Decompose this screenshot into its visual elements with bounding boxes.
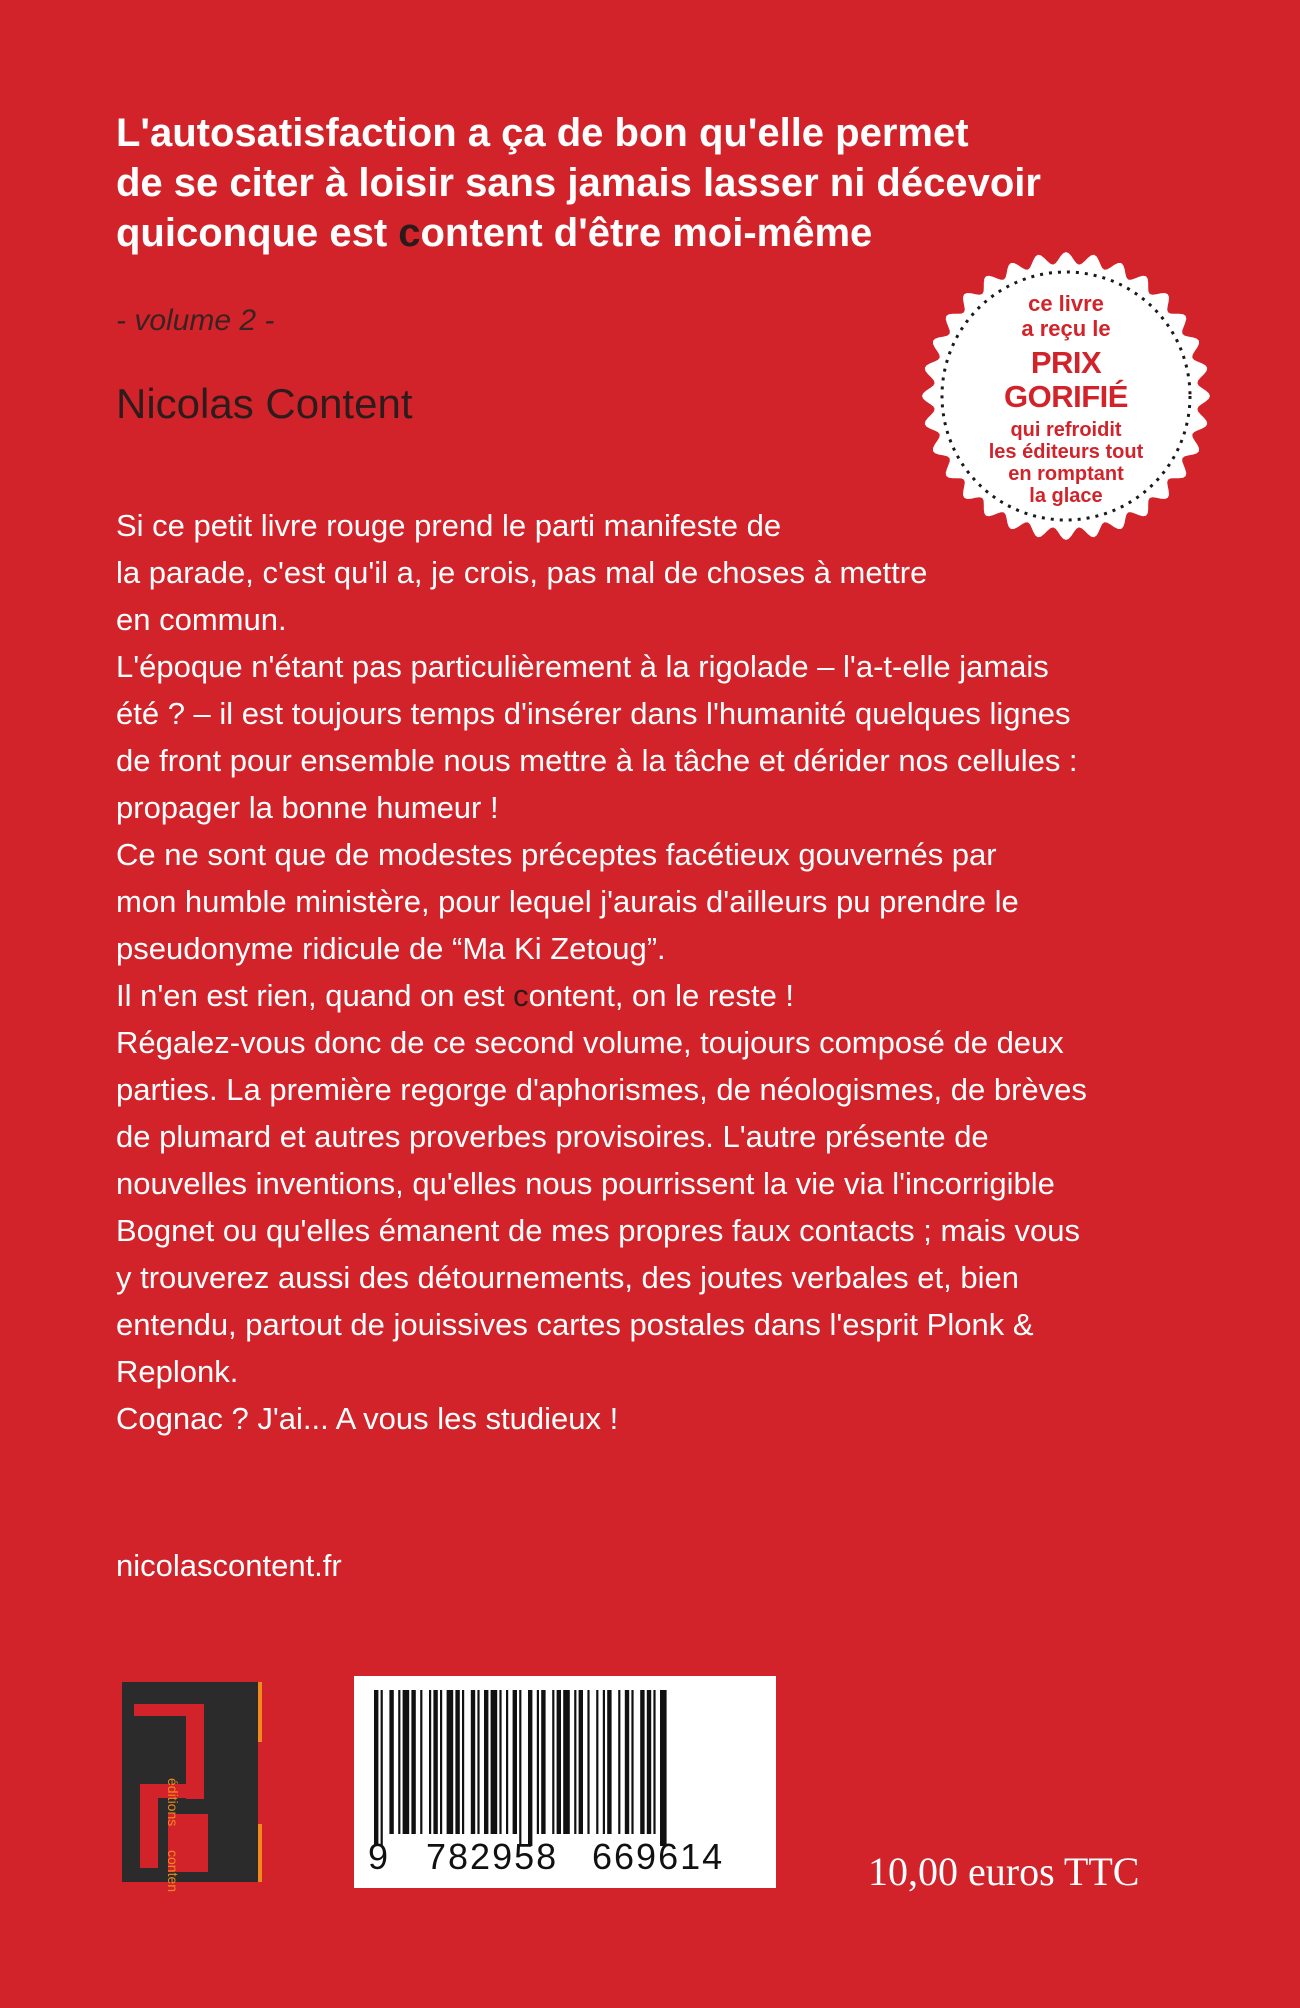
isbn-first-digit: 9 [368, 1836, 389, 1877]
barcode-bar [447, 1690, 454, 1834]
title-accent-letter: c [398, 211, 421, 255]
logo-word: content [165, 1850, 181, 1892]
blurb-accent-letter: c [513, 978, 529, 1013]
barcode-bar [541, 1690, 545, 1834]
blurb-line: pseudonyme ridicule de “Ma Ki Zetoug”. [116, 931, 666, 966]
barcode-bar [660, 1690, 667, 1846]
isbn-left-group: 782958 [426, 1836, 559, 1877]
blurb-line: entendu, partout de jouissives cartes postales dans l'esprit Plonk & [116, 1307, 1034, 1342]
barcode-bar [557, 1690, 561, 1834]
barcode-bar [381, 1690, 383, 1846]
barcode-bar [552, 1690, 554, 1834]
logo-word: éditions [165, 1778, 181, 1827]
blurb-line: Ce ne sont que de modestes préceptes facétieux gouvernés par [116, 837, 997, 872]
seal-text [918, 248, 1214, 544]
barcode-bar [411, 1690, 415, 1834]
blurb-line: Replonk. [116, 1354, 239, 1389]
blurb-line: Si ce petit livre rouge prend le parti manifeste de [116, 508, 782, 543]
seal-intro [1021, 291, 1110, 341]
barcode-bar [433, 1690, 437, 1834]
seal-line: ce livre [1028, 291, 1104, 316]
barcode-bar [528, 1690, 532, 1846]
blurb-line: parties. La première regorge d'aphorismes, de néologismes, de brèves [116, 1072, 1087, 1107]
barcode-bar [603, 1690, 605, 1834]
isbn-right-group: 669614 [592, 1836, 725, 1877]
barcode-bar [389, 1690, 393, 1834]
author-name: Nicolas Content [116, 380, 413, 427]
barcode-bar [374, 1690, 378, 1846]
barcode-bar [587, 1690, 589, 1834]
seal-line: a reçu le [1021, 316, 1111, 341]
seal-prize-name [1004, 346, 1128, 414]
barcode-bar [440, 1690, 442, 1834]
title-text: ontent d'être moi-même [420, 211, 873, 255]
seal-line: les éditeurs tout [988, 441, 1144, 463]
barcode-bar [625, 1690, 629, 1834]
blurb-line: de plumard et autres proverbes provisoires. L'autre présente de [116, 1119, 989, 1154]
barcode-bar [574, 1690, 576, 1834]
barcode-bar [579, 1690, 583, 1834]
barcode-bar [499, 1690, 501, 1834]
book-title [116, 108, 1041, 258]
blurb-line [116, 972, 1196, 1019]
barcode-bar [596, 1690, 598, 1834]
blurb-line: L'époque n'étant pas particulièrement à la rigolade – l'a-t-elle jamais [116, 649, 1049, 684]
barcode-bar [429, 1690, 431, 1834]
blurb-line: la parade, c'est qu'il a, je crois, pas mal de choses à mettre [116, 555, 928, 590]
barcode-bar [477, 1690, 479, 1834]
blurb-text-segment: ontent, on le reste ! [528, 978, 795, 1013]
barcode-bar [647, 1690, 651, 1834]
title-line: de se citer à loisir sans jamais lasser ni décevoir [116, 161, 1041, 205]
barcode-bar [563, 1690, 570, 1834]
barcode-bar [631, 1690, 633, 1834]
barcode-bar [491, 1690, 498, 1834]
blurb-line: nouvelles inventions, qu'elles nous pourrissent la vie via l'incorrigible [116, 1166, 1055, 1201]
seal-prize-line: PRIX [1030, 345, 1102, 380]
website-url: nicolascontent.fr [116, 1548, 342, 1583]
blurb-line: mon humble ministère, pour lequel j'aurais d'ailleurs pu prendre le [116, 884, 1019, 919]
blurb-line: Bognet ou qu'elles émanent de mes propres faux contacts ; mais vous [116, 1213, 1081, 1248]
barcode-bar [398, 1690, 400, 1834]
seal-line: en romptant [1008, 463, 1124, 485]
blurb-line: Régalez-vous donc de ce second volume, toujours composé de deux [116, 1025, 1064, 1060]
barcode-bar [537, 1690, 539, 1834]
barcode-bar [513, 1690, 517, 1834]
barcode-bar [462, 1690, 464, 1834]
barcode-bar [471, 1690, 475, 1834]
title-line: L'autosatisfaction a ça de bon qu'elle permet [116, 111, 969, 155]
blurb-line: y trouverez aussi des détournements, des joutes verbales et, bien [116, 1260, 1019, 1295]
blurb-line: propager la bonne humeur ! [116, 790, 499, 825]
seal-prize-line: GORIFIÉ [1004, 379, 1128, 414]
barcode-bar [455, 1690, 459, 1834]
barcode-bar [519, 1690, 521, 1846]
publisher-logo [116, 1674, 266, 1892]
blurb-line: de front pour ensemble nous mettre à la tâche et dérider nos cellules : [116, 743, 1078, 778]
blurb-line: en commun. [116, 602, 287, 637]
isbn-number [354, 1836, 776, 1882]
seal-line: la glace [1029, 485, 1103, 507]
barcode-bar [420, 1690, 422, 1834]
blurb-line: Cognac ? J'ai... A vous les studieux ! [116, 1401, 619, 1436]
seal-line: qui refroidit [1010, 419, 1122, 441]
barcode-bar [403, 1690, 410, 1834]
barcode-bar [607, 1690, 611, 1834]
isbn-barcode [354, 1676, 776, 1888]
barcode-bar [484, 1690, 488, 1834]
blurb-line: été ? – il est toujours temps d'insérer dans l'humanité quelques lignes [116, 696, 1071, 731]
price-label: 10,00 euros TTC [868, 1849, 1140, 1894]
publisher-logo-mark [116, 1674, 266, 1892]
volume-label: - volume 2 - [116, 304, 275, 337]
blurb-text-segment: Il n'en est rien, quand on est [116, 978, 514, 1013]
blurb-text [116, 502, 1196, 1442]
award-seal [918, 248, 1214, 544]
barcode-bar [653, 1690, 655, 1834]
barcode-bar [618, 1690, 620, 1834]
title-text: quiconque est [116, 211, 399, 255]
barcode-bar [506, 1690, 508, 1834]
seal-caption [989, 419, 1143, 507]
barcode-bar [640, 1690, 644, 1834]
title-line [116, 208, 1041, 258]
